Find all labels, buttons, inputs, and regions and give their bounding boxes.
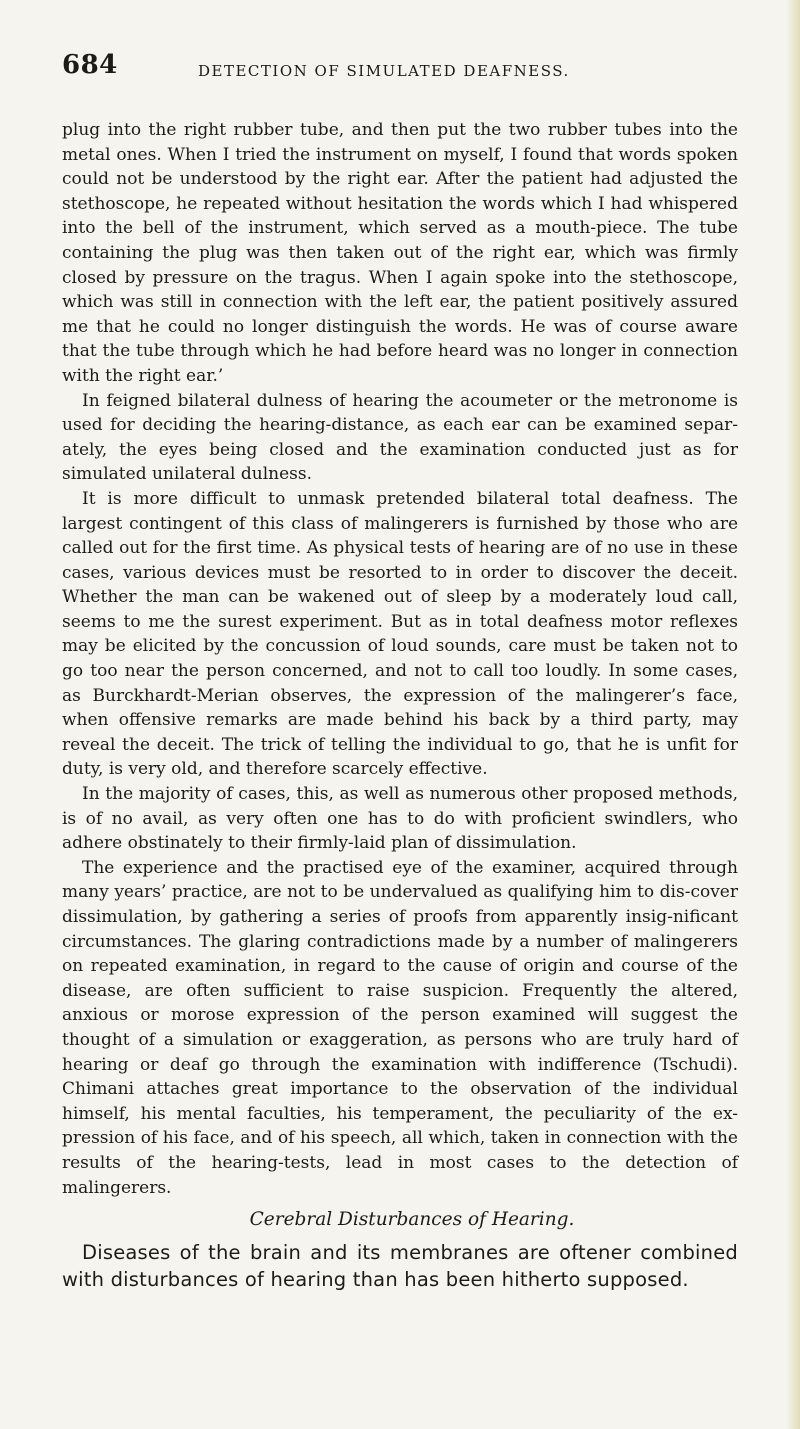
- body-text: [62, 118, 738, 1293]
- running-head: DETECTION OF SIMULATED DEAFNESS.: [198, 62, 570, 80]
- paragraph-bilateral-dulness: In feigned bilateral dulness of hearing the acoumeter or the metronome is used for deciding the hearing-distance, as each ear can be examined separ-ately, the eyes being closed and the examination conducted just as for simulated unilateral dulness.: [62, 390, 738, 485]
- page-number: 684: [62, 50, 118, 80]
- paragraph-cerebral-disturbances: Diseases of the brain and its membranes are oftener combined with disturbances of hearing than has been hitherto supposed.: [62, 1240, 738, 1291]
- page-edge-shadow: [786, 0, 800, 1429]
- paragraph-examiner-experience: The experience and the practised eye of the examiner, acquired through many years’ practice, are not to be undervalued as qualifying him to dis-cover dissimulation, by gathering a series of proofs from apparently insig-nificant circumstances. The glaring contradictions made by a number of malingerers on repeated examination, in regard to the cause of origin and course of the disease, are often sufficient to raise suspicion. Frequently the altered, anxious or morose expression of the person examined will suggest the thought of a simulation or exaggeration, as persons who are truly hard of hearing or deaf go through the examination with indifference (Tschudi). Chimani attaches great importance to the observation of the individual himself, his mental faculties, his temperament, the peculiarity of the ex-pression of his face, and of his speech, all which, taken in connection with the results of the hearing-tests, lead in most cases to the detection of malingerers.: [62, 857, 738, 1198]
- paragraph-majority-of-cases: In the majority of cases, this, as well as numerous other proposed methods, is of no avail, as very often one has to do with proficient swindlers, who adhere obstinately to their firmly-laid plan of dissimulation.: [62, 784, 738, 854]
- page-header: [62, 50, 742, 86]
- paragraph-total-deafness: It is more difficult to unmask pretended bilateral total deafness. The largest contingent of this class of malingerers is furnished by those who are called out for the first time. As physical tests of hearing are of no use in these cases, various devices must be resorted to in order to discover the deceit. Whether the man can be wakened out of sleep by a moderately loud call, seems to me the surest experiment. But as in total deafness motor reflexes may be elicited by the concussion of loud sounds, care must be taken not to go too near the person concerned, and not to call too loudly. In some cases, as Burckhardt-Merian observes, the expression of the malingerer’s face, when offensive remarks are made behind his back by a third party, may reveal the deceit. The trick of telling the individual to go, that he is unfit for duty, is very old, and therefore scarcely effective.: [62, 488, 738, 780]
- paragraph-continuation: plug into the right rubber tube, and then put the two rubber tubes into the metal ones. When I tried the instrument on myself, I found that words spoken could not be understood by the right ear. After the patient had adjusted the stethoscope, he repeated without hesitation the words which I had whispered into the bell of the instrument, which served as a mouth-piece. The tube containing the plug was then taken out of the right ear, which was firmly closed by pressure on the tragus. When I again spoke into the stethoscope, which was still in connection with the left ear, the patient positively assured me that he could no longer distinguish the words. He was of course aware that the tube through which he had before heard was no longer in connection with the right ear.’: [62, 120, 738, 386]
- section-heading: Cerebral Disturbances of Hearing.: [249, 1209, 575, 1231]
